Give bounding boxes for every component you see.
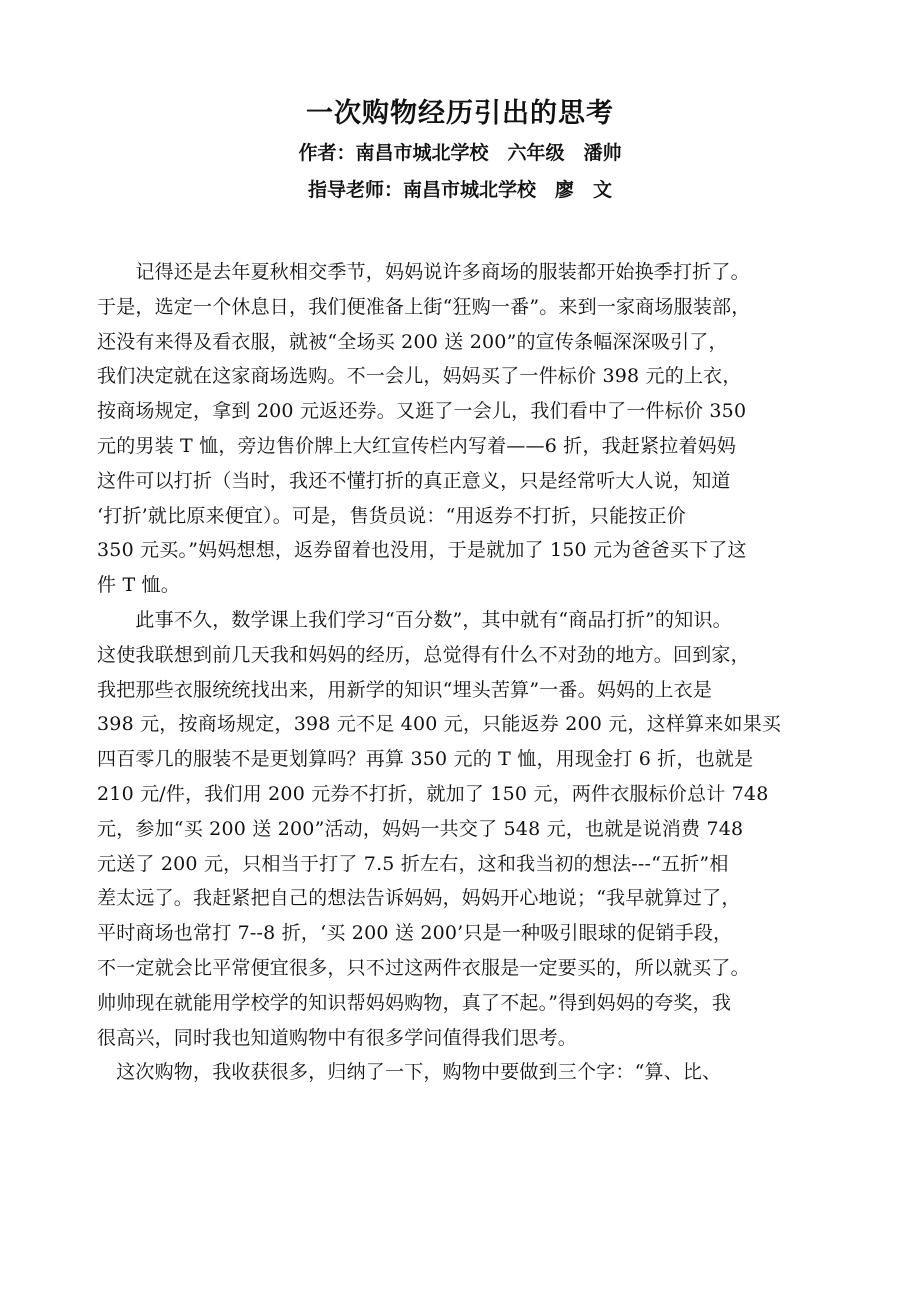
text-line: 按商场规定，拿到 200 元返还券。又逛了一会儿，我们看中了一件标价 350 — [97, 400, 747, 423]
page-title: 一次购物经历引出的思考 — [306, 98, 614, 129]
text-line: 210 元/件，我们用 200 元券不打折，就加了 150 元，两件衣服标价总计 748 — [97, 782, 769, 805]
text-line: ‘打折’就比原来便宜）。可是，售货员说：“用返券不打折，只能按正价 — [97, 504, 686, 527]
text-line: 平时商场也常打 7--8 折，‘买 200 送 200’只是一种吸引眼球的促销手段， — [97, 922, 733, 945]
essay-body — [97, 255, 857, 1090]
text-line: 这件可以打折（当时，我还不懂打折的真正意义，只是经常听大人说，知道 — [97, 469, 731, 492]
text-line: 我们决定就在这家商场选购。不一会儿，妈妈买了一件标价 398 元的上衣， — [97, 365, 742, 388]
text-line: 元送了 200 元，只相当于打了 7.5 折左右，这和我当初的想法---“五折”相 — [97, 852, 729, 875]
text-line: 四百零几的服装不是更划算吗？再算 350 元的 T 恤，用现金打 6 折，也就是 — [97, 748, 754, 771]
teacher-line: 指导老师：南昌市城北学校 廖 文 — [307, 179, 612, 201]
text-line: 帅帅现在就能用学校学的知识帮妈妈购物，真了不起。”得到妈妈的夸奖，我 — [97, 991, 732, 1014]
text-line: 于是，选定一个休息日，我们便准备上街“狂购一番”。来到一家商场服装部， — [97, 295, 751, 318]
text-line: 件 T 恤。 — [97, 574, 180, 597]
text-line: 不一定就会比平常便宜很多，只不过这两件衣服是一定要买的，所以就买了。 — [97, 956, 750, 979]
text-line: 还没有来得及看衣服，就被“全场买 200 送 200”的宣传条幅深深吸引了， — [97, 330, 728, 353]
text-line: 记得还是去年夏秋相交季节，妈妈说许多商场的服装都开始换季打折了。 — [97, 261, 750, 283]
text-line: 元的男装 T 恤，旁边售价牌上大红宣传栏内写着——6 折，我赶紧拉着妈妈 — [97, 434, 737, 457]
text-line: 我把那些衣服统统找出来，用新学的知识“埋头苦算”一番。妈妈的上衣是 — [97, 678, 713, 701]
text-line: 398 元，按商场规定，398 元不足 400 元，只能返券 200 元，这样算来如果买 — [97, 713, 782, 736]
text-line: 元，参加“买 200 送 200”活动，妈妈一共交了 548 元，也就是说消费 748 — [97, 817, 744, 840]
text-line: 此事不久，数学课上我们学习“百分数”，其中就有“商品打折”的知识。 — [97, 608, 732, 631]
text-line: 差太远了。我赶紧把自己的想法告诉妈妈，妈妈开心地说；“我早就算过了， — [97, 887, 741, 910]
text-line: 350 元买。”妈妈想想，返券留着也没用，于是就加了 150 元为爸爸买下了这 — [97, 539, 747, 562]
text-line: 这使我联想到前几天我和妈妈的经历，总觉得有什么不对劲的地方。回到家， — [97, 643, 750, 666]
author-line: 作者：南昌市城北学校 六年级 潘帅 — [298, 142, 622, 164]
text-line: 很高兴，同时我也知道购物中有很多学问值得我们思考。 — [97, 1026, 578, 1049]
text-line: 这次购物，我收获很多，归纳了一下，购物中要做到三个字：“算、比、 — [97, 1061, 722, 1084]
